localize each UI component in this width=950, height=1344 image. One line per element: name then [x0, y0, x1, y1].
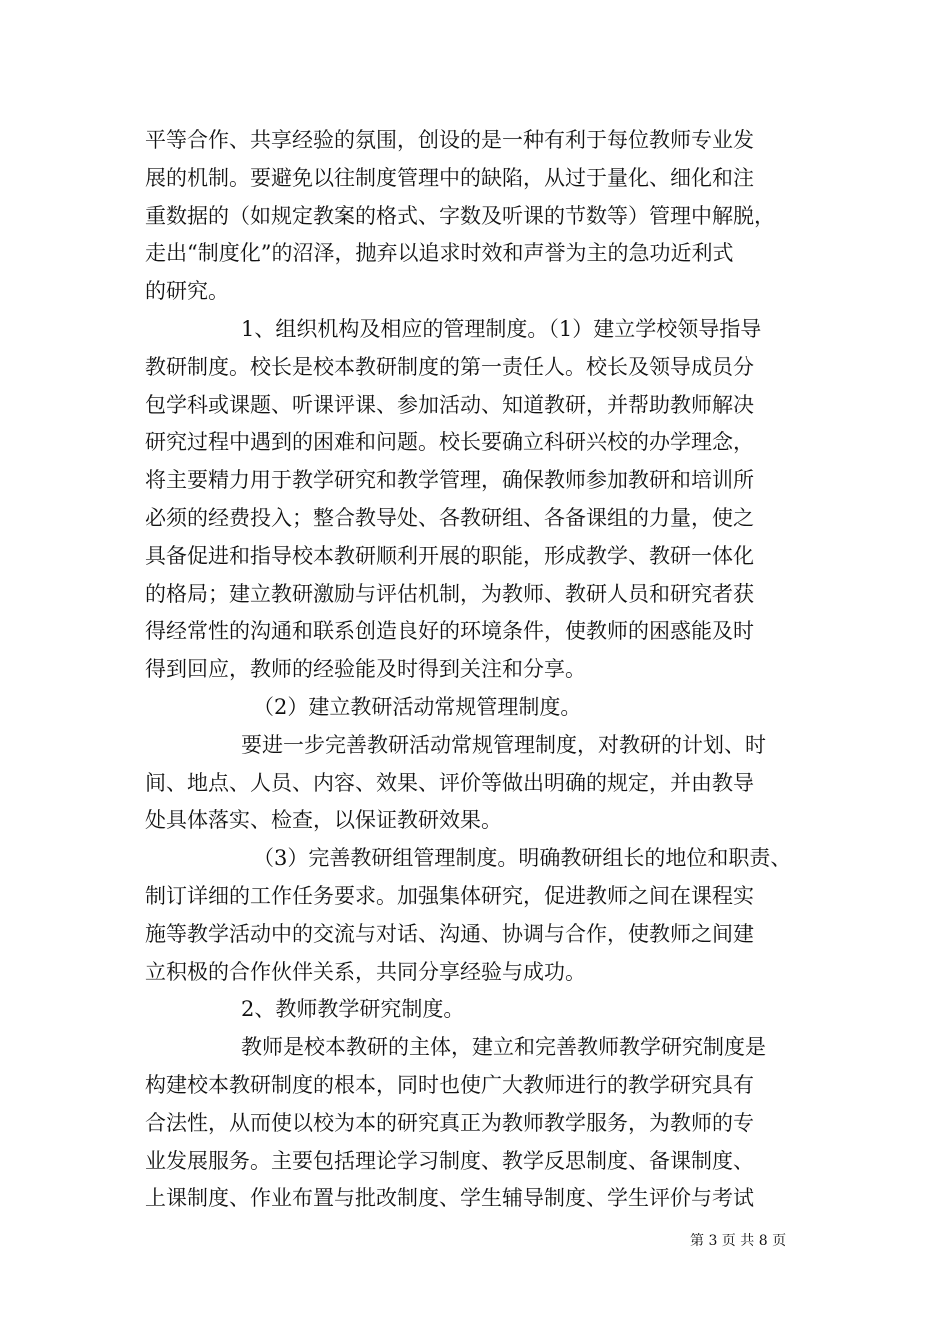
text-line: 要进一步完善教研活动常规管理制度，对教研的计划、时 — [241, 732, 766, 757]
page-number-footer: 第 3 页 共 8 页 — [690, 1233, 787, 1249]
section-heading-2: 2、教师教学研究制度。 — [241, 997, 465, 1022]
text-line: 业发展服务。主要包括理论学习制度、教学反思制度、备课制度、 — [145, 1148, 754, 1173]
text-line: 走出“制度化”的沼泽，抛弃以追求时效和声誉为主的急功近利式 — [145, 241, 734, 266]
text-line: 必须的经费投入；整合教导处、各教研组、各备课组的力量，使之 — [145, 505, 754, 530]
text-line: 重数据的（如规定教案的格式、字数及听课的节数等）管理中解脱， — [145, 203, 775, 228]
document-body — [145, 122, 815, 1218]
text-line: 上课制度、作业布置与批改制度、学生辅导制度、学生评价与考试 — [145, 1186, 754, 1211]
section-heading-1: 1、组织机构及相应的管理制度。（1）建立学校领导指导 — [241, 316, 762, 341]
text-line: 得到回应，教师的经验能及时得到关注和分享。 — [145, 657, 586, 682]
text-line: 得经常性的沟通和联系创造良好的环境条件，使教师的困惑能及时 — [145, 619, 754, 644]
text-line: 研究过程中遇到的困难和问题。校长要确立科研兴校的办学理念， — [145, 430, 754, 455]
text-line: 将主要精力用于教学研究和教学管理，确保教师参加教研和培训所 — [145, 468, 754, 493]
text-line: 处具体落实、检查，以保证教研效果。 — [145, 808, 502, 833]
text-line: 制订详细的工作任务要求。加强集体研究，促进教师之间在课程实 — [145, 883, 754, 908]
text-line: 构建校本教研制度的根本，同时也使广大教师进行的教学研究具有 — [145, 1072, 754, 1097]
text-line: 立积极的合作伙伴关系，共同分享经验与成功。 — [145, 959, 586, 984]
text-line: 合法性，从而使以校为本的研究真正为教师教学服务，为教师的专 — [145, 1110, 754, 1135]
text-line: 施等教学活动中的交流与对话、沟通、协调与合作，使教师之间建 — [145, 921, 754, 946]
text-line: 展的机制。要避免以往制度管理中的缺陷，从过于量化、细化和注 — [145, 165, 754, 190]
text-line: 教研制度。校长是校本教研制度的第一责任人。校长及领导成员分 — [145, 354, 754, 379]
text-line: 教师是校本教研的主体，建立和完善教师教学研究制度是 — [241, 1035, 766, 1060]
text-line: 平等合作、共享经验的氛围，创设的是一种有利于每位教师专业发 — [145, 128, 754, 152]
text-line: 的研究。 — [145, 279, 229, 304]
subsection-heading-2: （2）建立教研活动常规管理制度。 — [253, 694, 582, 719]
text-line: 具备促进和指导校本教研顺利开展的职能，形成教学、教研一体化 — [145, 543, 754, 568]
text-line: 包学科或课题、听课评课、参加活动、知道教研，并帮助教师解决 — [145, 392, 754, 417]
text-line: 的格局；建立教研激励与评估机制，为教师、教研人员和研究者获 — [145, 581, 754, 606]
text-line: 间、地点、人员、内容、效果、评价等做出明确的规定，并由教导 — [145, 770, 754, 795]
subsection-heading-3: （3）完善教研组管理制度。明确教研组长的地位和职责、 — [253, 846, 792, 871]
